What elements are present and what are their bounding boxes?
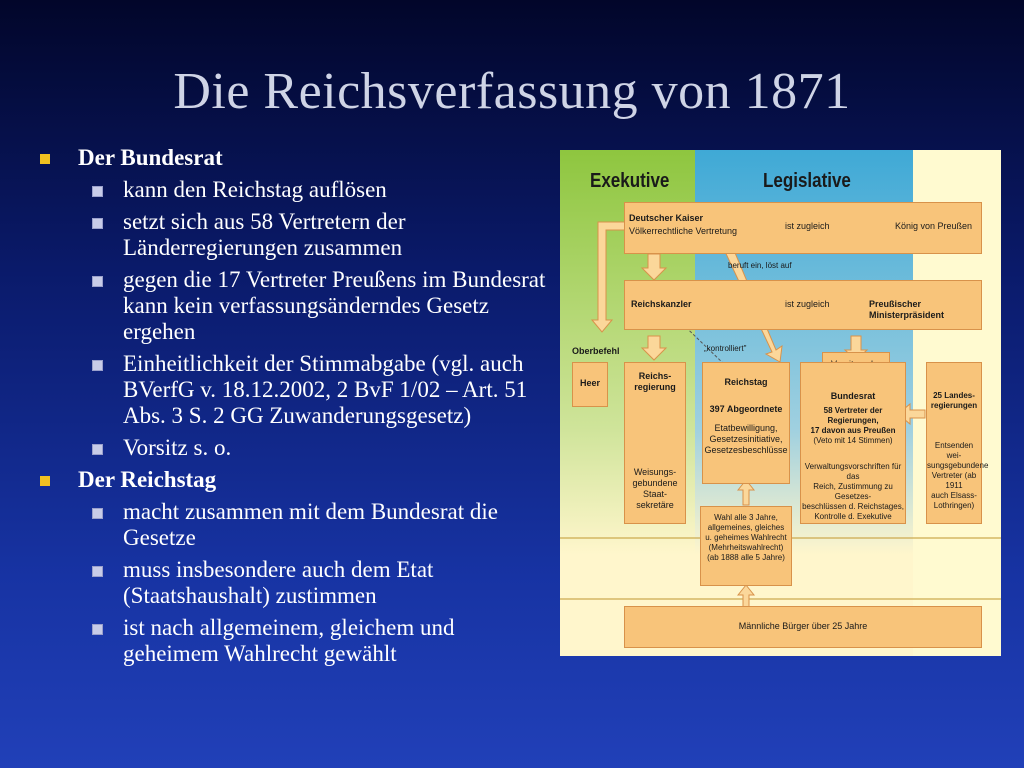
sub-bullet-text: ist nach allgemeinem, gleichem und geheimem Wahlrecht gewählt: [123, 615, 455, 666]
heer-box: [572, 362, 608, 407]
bullet-label: Der Reichstag: [78, 467, 217, 492]
reichsregierung-box: [624, 362, 686, 524]
constitution-diagram: [560, 150, 1001, 656]
bullet-bundesrat: [38, 145, 553, 171]
bundesrat-veto: (Veto mit 14 Stimmen): [813, 436, 893, 445]
square-bullet-icon: [92, 276, 103, 287]
bullet-list: [38, 145, 553, 673]
sub-bullet: [38, 209, 553, 261]
ist-zugleich-label: ist zugleich: [785, 221, 830, 231]
slide-title: Die Reichsverfassung von 1871: [173, 63, 851, 120]
reichstag-box: [702, 362, 790, 484]
square-bullet-icon: [40, 476, 50, 486]
reichstag-desc: Etatbewilligung, Gesetzesinitiative, Gesetzesbeschlüsse: [704, 423, 788, 455]
wahl-label: Wahl alle 3 Jahre, allgemeines, gleiches u. geheimes Wahlrecht (Mehrheitswahlrecht) (ab 1888 alle 5 Jahre): [705, 513, 787, 562]
sub-bullet: [38, 499, 553, 551]
sub-bullet-text: muss insbesondere auch dem Etat (Staatshaushalt) zustimmen: [123, 557, 434, 608]
kanzler-label: Reichskanzler: [631, 299, 692, 309]
bullet-label: Der Bundesrat: [78, 145, 223, 170]
bundesrat-vertreter: 58 Vertreter der Regierungen, 17 davon aus Preußen: [810, 406, 896, 435]
legislative-label: Legislative: [763, 170, 851, 192]
kaiser-label: Deutscher Kaiser: [629, 213, 704, 223]
landes-label: 25 Landes- regierungen: [930, 391, 978, 410]
bundesrat-desc: Verwaltungsvorschriften für das Reich, Zustimmung zu Gesetzes- beschlüssen d. Reichstages, Kontrolle d. Exekutive: [802, 462, 904, 521]
sub-bullet: [38, 615, 553, 667]
buerger-box: [624, 606, 982, 648]
sub-bullet-text: Einheitlichkeit der Stimmabgabe (vgl. auch BVerfG v. 18.12.2002, 2 BvF 1/02 – Art. 51 Abs. 3 S. 2 GG Zuwanderungsgesetz): [123, 351, 528, 428]
wahl-box: [700, 506, 792, 586]
ist-zugleich-label: ist zugleich: [785, 299, 830, 309]
bullet-reichstag: [38, 467, 553, 493]
landes-desc: Entsenden wei- sungsgebundene Vertreter (ab 1911 auch Elsass- Lothringen): [927, 441, 989, 510]
square-bullet-icon: [92, 508, 103, 519]
sub-bullet: [38, 267, 553, 345]
reichstag-abg-label: 397 Abgeordnete: [709, 404, 783, 414]
sub-bullet-text: kann den Reichstag auflösen: [123, 177, 387, 202]
square-bullet-icon: [92, 360, 103, 371]
exekutive-label: Exekutive: [590, 170, 670, 192]
buerger-label: Männliche Bürger über 25 Jahre: [738, 621, 868, 631]
square-bullet-icon: [92, 218, 103, 229]
square-bullet-icon: [40, 154, 50, 164]
kaiser-row: [624, 202, 982, 254]
oberbefehl-label: Oberbefehl: [572, 346, 620, 356]
arrow-kaiser-kanzler: [642, 254, 666, 280]
bundesrat-box: [800, 362, 906, 524]
landesregierungen-box: [926, 362, 989, 524]
square-bullet-icon: [92, 624, 103, 635]
reichstag-label: Reichstag: [724, 377, 768, 387]
reichsregierung-label: Reichs- regierung: [634, 371, 676, 392]
arrow-kanzler-regierung: [642, 336, 666, 360]
koenig-label: König von Preußen: [895, 221, 973, 231]
square-bullet-icon: [92, 566, 103, 577]
sub-bullet-text: setzt sich aus 58 Vertretern der Länderregierungen zusammen: [123, 209, 406, 260]
kontrolliert-label: „kontrolliert": [704, 344, 747, 353]
kanzler-row: [624, 280, 982, 330]
arrow-oberbefehl: [592, 222, 625, 332]
square-bullet-icon: [92, 186, 103, 197]
sub-bullet: [38, 557, 553, 609]
square-bullet-icon: [92, 444, 103, 455]
weisung-label: Weisungs- gebundene Staat- sekretäre: [632, 467, 678, 510]
sub-bullet: [38, 351, 553, 429]
sub-bullet: [38, 435, 553, 461]
sub-bullet-text: Vorsitz s. o.: [123, 435, 232, 460]
beruft-label: beruft ein, löst auf: [728, 261, 792, 270]
sub-bullet: [38, 177, 553, 203]
heer-label: Heer: [579, 378, 600, 388]
ministerpraesident-label: Preußischer Ministerpräsident: [869, 299, 945, 320]
kaiser-sub-label: Völkerrechtliche Vertretung: [629, 226, 738, 236]
sub-bullet-text: macht zusammen mit dem Bundesrat die Gesetze: [123, 499, 498, 550]
bundesrat-label: Bundesrat: [830, 391, 876, 401]
sub-bullet-text: gegen die 17 Vertreter Preußens im Bundesrat kann kein verfassungsänderndes Gesetz ergehen: [123, 267, 546, 344]
